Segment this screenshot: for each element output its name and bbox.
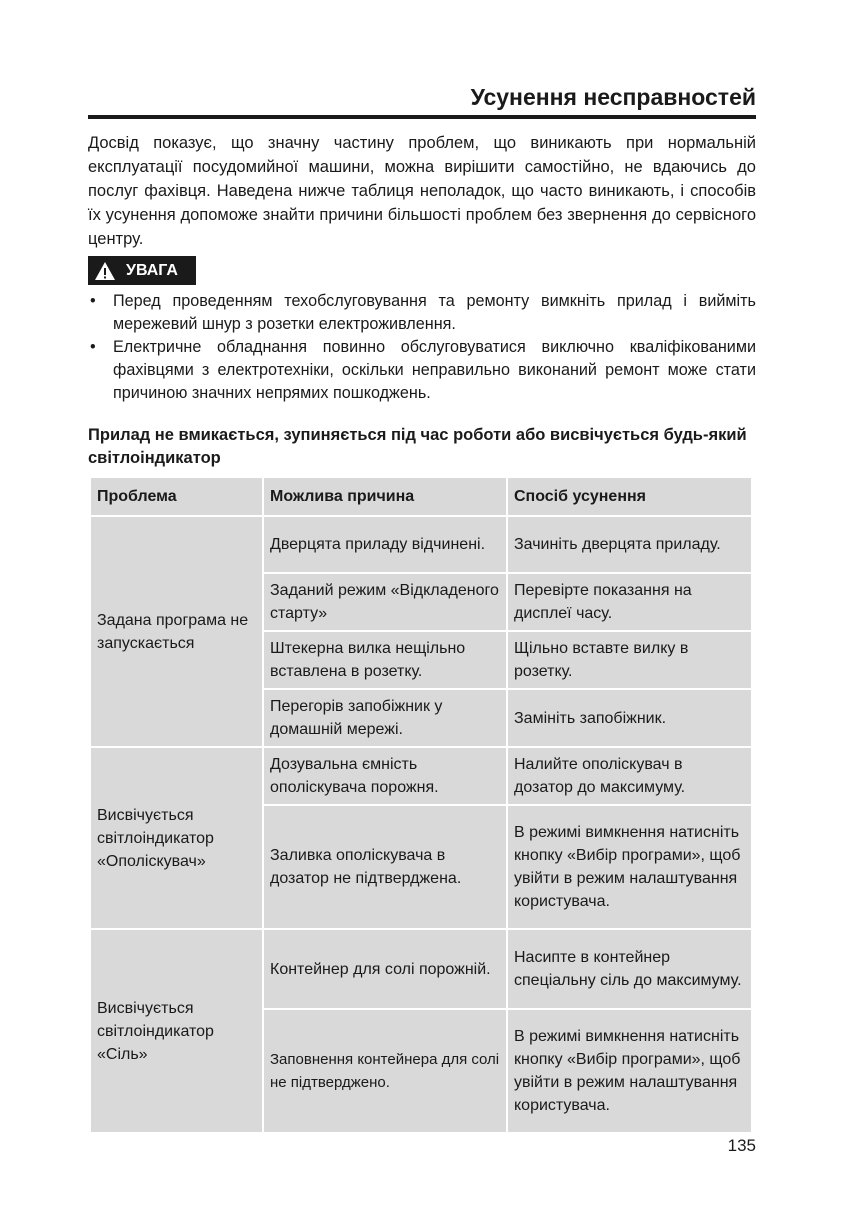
troubleshooting-table: [89, 476, 753, 1134]
remedy-cell: Замініть запобіжник.: [507, 689, 752, 747]
problem-cell: Задана програма не запускається: [90, 516, 263, 747]
problem-cell: Висвічується світлоіндикатор «Ополіскувач»: [90, 747, 263, 929]
table-header-row: [90, 477, 752, 516]
remedy-cell: Насипте в контейнер спеціальну сіль до максимуму.: [507, 929, 752, 1009]
page-title: Усунення несправностей: [88, 84, 756, 119]
warning-triangle-icon: [94, 261, 116, 281]
cause-cell: Штекерна вилка нещільно вставлена в розетку.: [263, 631, 507, 689]
warning-item: • Перед проведенням техобслуговування та ремонту вимкніть прилад і вийміть мережевий шнур з розетки електроживлення.: [88, 290, 756, 336]
page-number: 135: [727, 1136, 756, 1155]
header-remedy: Спосіб усунення: [507, 477, 752, 516]
remedy-cell: Зачиніть дверцята приладу.: [507, 516, 752, 573]
remedy-cell: Налийте ополіскувач в дозатор до максимуму.: [507, 747, 752, 805]
remedy-cell: Перевірте показання на дисплеї часу.: [507, 573, 752, 631]
warning-label: УВАГА: [126, 261, 178, 279]
cause-cell: Заливка ополіскувача в дозатор не підтверджена.: [263, 805, 507, 929]
cause-cell: Контейнер для солі порожній.: [263, 929, 507, 1009]
cause-cell: Дозувальна ємність ополіскувача порожня.: [263, 747, 507, 805]
intro-paragraph: Досвід показує, що значну частину проблем, що виникають при нормальній експлуатації посудомийної машини, можна вирішити самостійно, не вдаючись до послуг фахівця. Наведена нижче таблиця неполадок, що часто виникають, і способів їх усунення допоможе знайти причини більшості проблем без звернення до сервісного центру.: [88, 134, 756, 248]
warning-item: • Електричне обладнання повинно обслуговуватися виключно кваліфікованими фахівцями з електротехніки, оскільки неправильно виконаний ремонт може стати причиною значних непрямих пошкоджень.: [88, 336, 756, 405]
remedy-cell: В режимі вимкнення натисніть кнопку «Вибір програми», щоб увійти в режим налаштування користувача.: [507, 805, 752, 929]
section-heading: Прилад не вмикається, зупиняється під час роботи або висвічується будь-який світлоіндикатор: [88, 426, 747, 467]
warning-badge: [88, 256, 196, 285]
warning-list: [88, 290, 756, 405]
remedy-cell: Щільно вставте вилку в розетку.: [507, 631, 752, 689]
header-problem: Проблема: [90, 477, 263, 516]
cause-cell: Дверцята приладу відчинені.: [263, 516, 507, 573]
cause-cell: Заповнення контейнера для солі не підтверджено.: [263, 1009, 507, 1133]
remedy-cell: В режимі вимкнення натисніть кнопку «Вибір програми», щоб увійти в режим налаштування користувача.: [507, 1009, 752, 1133]
problem-cell: Висвічується світлоіндикатор «Сіль»: [90, 929, 263, 1133]
header-cause: Можлива причина: [263, 477, 507, 516]
table-row: [90, 516, 752, 573]
table-row: [90, 929, 752, 1009]
cause-cell: Перегорів запобіжник у домашній мережі.: [263, 689, 507, 747]
table-row: [90, 747, 752, 805]
cause-cell: Заданий режим «Відкладеного старту»: [263, 573, 507, 631]
